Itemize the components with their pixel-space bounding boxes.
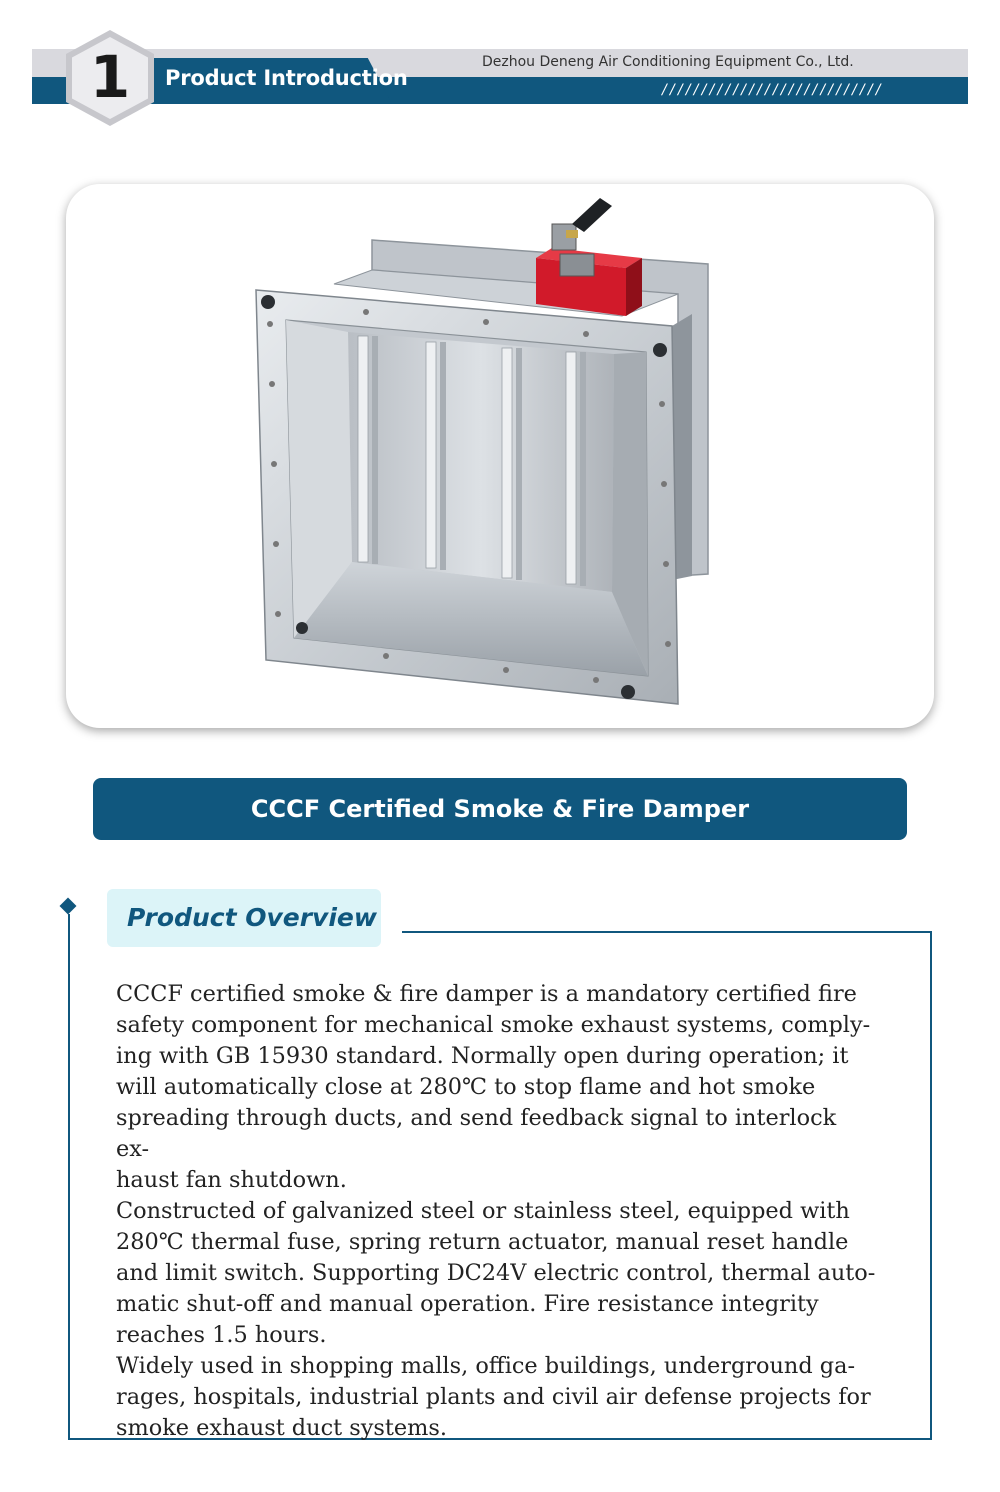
overview-line: haust fan shutdown. [116,1167,347,1193]
overview-line: CCCF certified smoke & fire damper is a mandatory certified fire [116,981,857,1007]
overview-line: ing with GB 15930 standard. Normally open during operation; it [116,1043,849,1069]
section-title: Product Introduction [165,66,408,90]
overview-line: smoke exhaust duct systems. [116,1415,447,1441]
overview-line: spreading through ducts, and send feedback signal to interlock ex- [116,1105,837,1162]
overview-line: reaches 1.5 hours. [116,1322,327,1348]
overview-body [116,979,876,1444]
overview-line: and limit switch. Supporting DC24V electric control, thermal auto- [116,1260,876,1286]
company-name: Dezhou Deneng Air Conditioning Equipment Co., Ltd. [482,54,854,70]
overview-heading: Product Overview [127,903,377,932]
overview-line: Constructed of galvanized steel or stainless steel, equipped with [116,1198,850,1224]
overview-border-top [402,931,932,933]
overview-line: 280℃ thermal fuse, spring return actuator, manual reset handle [116,1229,849,1255]
fire-damper-photo [66,184,934,728]
product-image-card [66,184,934,728]
overview-border-left [68,914,70,1440]
overview-border-right [930,931,932,1440]
overview-line: will automatically close at 280℃ to stop flame and hot smoke [116,1074,816,1100]
overview-line: safety component for mechanical smoke exhaust systems, comply- [116,1012,871,1038]
product-title-bar: CCCF Certified Smoke & Fire Damper [93,778,907,840]
diamond-marker-icon [60,898,77,915]
overview-line: Widely used in shopping malls, office buildings, underground ga- [116,1353,856,1379]
overview-line: rages, hospitals, industrial plants and civil air defense projects for [116,1384,871,1410]
header-slash-decoration: //////////////////////////// [662,82,884,98]
section-number: 1 [89,43,131,111]
overview-line: matic shut-off and manual operation. Fire resistance integrity [116,1291,819,1317]
